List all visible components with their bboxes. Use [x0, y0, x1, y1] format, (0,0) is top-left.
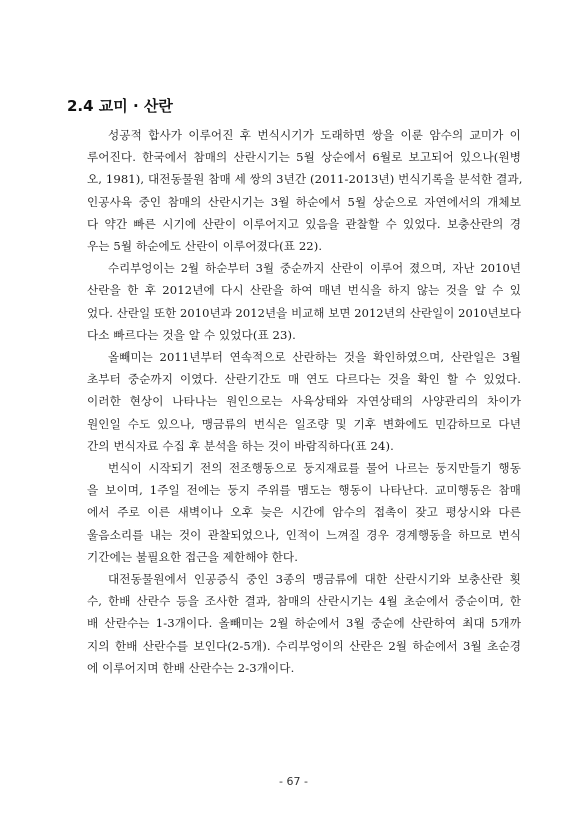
paragraph-4 — [66, 457, 521, 568]
text-line: 올빼미는 2011년부터 연속적으로 산란하는 것을 확인하였으며, 산란일은 3월 — [108, 350, 521, 365]
text-line: 우는 5월 하순에도 산란이 이루어졌다(표 22). — [87, 239, 323, 254]
text-line: 간의 번식자료 수집 후 분석을 하는 것이 바람직하다(표 24). — [87, 438, 394, 453]
text-line: 에 이루어지며 한배 산란수는 2-3개이다. — [87, 660, 295, 675]
text-line: 이러한 현상이 나타나는 원인으로는 사육상태와 자연상태의 사양관리의 차이가 — [87, 394, 521, 409]
text-line: 번식이 시작되기 전의 전조행동으로 둥지재료를 물어 나르는 둥지만들기 행동 — [108, 461, 521, 476]
section-heading: 2.4 교미 · 산란 — [67, 97, 173, 115]
text-line: 산란을 한 후 2012년에 다시 산란을 하여 매년 번식을 하지 않는 것을 알 수 있 — [87, 283, 521, 298]
text-line: 에서 주로 이른 새벽이나 오후 늦은 시간에 암수의 접촉이 잦고 평상시와 다른 — [87, 505, 521, 520]
text-line: 지의 한배 산란수를 보인다(2-5개). 수리부엉이의 산란은 2월 하순에서 3월 초순경 — [87, 638, 521, 653]
text-line: 원인일 수도 있으나, 맹금류의 번식은 일조량 및 기후 변화에도 민감하므로 다년 — [87, 416, 521, 431]
text-line: 수, 한배 산란수 등을 조사한 결과, 참매의 산란시기는 4월 초순에서 중순이며, 한 — [87, 594, 521, 609]
text-line: 인공사육 중인 참매의 산란시기는 3월 하순에서 5월 상순으로 자연에서의 개체보 — [87, 194, 521, 209]
text-line: 울음소리를 내는 것이 관찰되었으나, 인적이 느껴질 경우 경계행동을 하므로 번식 — [87, 527, 521, 542]
text-line: 었다. 산란일 또한 2010년과 2012년을 비교해 보면 2012년의 산란일이 2010년보다 — [87, 305, 522, 320]
text-line: 초부터 중순까지 이였다. 산란기간도 매 연도 다르다는 것을 확인 할 수 있었다. — [87, 372, 521, 387]
body-text — [66, 124, 521, 679]
text-line: 기간에는 불필요한 접근을 제한해야 한다. — [87, 549, 299, 564]
text-line: 대전동물원에서 인공증식 중인 3종의 맹금류에 대한 산란시기와 보충산란 횟 — [108, 572, 521, 587]
text-line: 다소 빠르다는 것을 알 수 있었다(표 23). — [87, 327, 296, 342]
text-line: 배 산란수는 1-3개이다. 올빼미는 2월 하순에서 3월 중순에 산란하여 최대 5개까 — [87, 616, 521, 631]
page-number: - 67 - — [279, 775, 308, 788]
text-line: 수리부엉이는 2월 하순부터 3월 중순까지 산란이 이루어 졌으며, 자난 2010년 — [108, 261, 521, 276]
text-line: 루어진다. 한국에서 참매의 산란시기는 5월 상순에서 6월로 보고되어 있으나(원병 — [87, 150, 521, 165]
text-line: 오, 1981), 대전동물원 참매 세 쌍의 3년간 (2011-2013년) 번식기록을 분석한 결과, — [87, 172, 523, 187]
text-line: 성공적 합사가 이루어진 후 번식시기가 도래하면 쌍을 이룬 암수의 교미가 이 — [108, 128, 521, 142]
paragraph-3 — [66, 346, 521, 457]
paragraph-2 — [66, 257, 521, 346]
paragraph-5 — [66, 568, 521, 679]
text-line: 다 약간 빠른 시기에 산란이 이루어지고 있음을 관찰할 수 있었다. 보충산란의 경 — [87, 216, 521, 231]
paragraph-1 — [66, 124, 521, 257]
text-line: 을 보이며, 1주일 전에는 둥지 주위를 맴도는 행동이 나타난다. 교미행동은 참매 — [87, 483, 521, 498]
